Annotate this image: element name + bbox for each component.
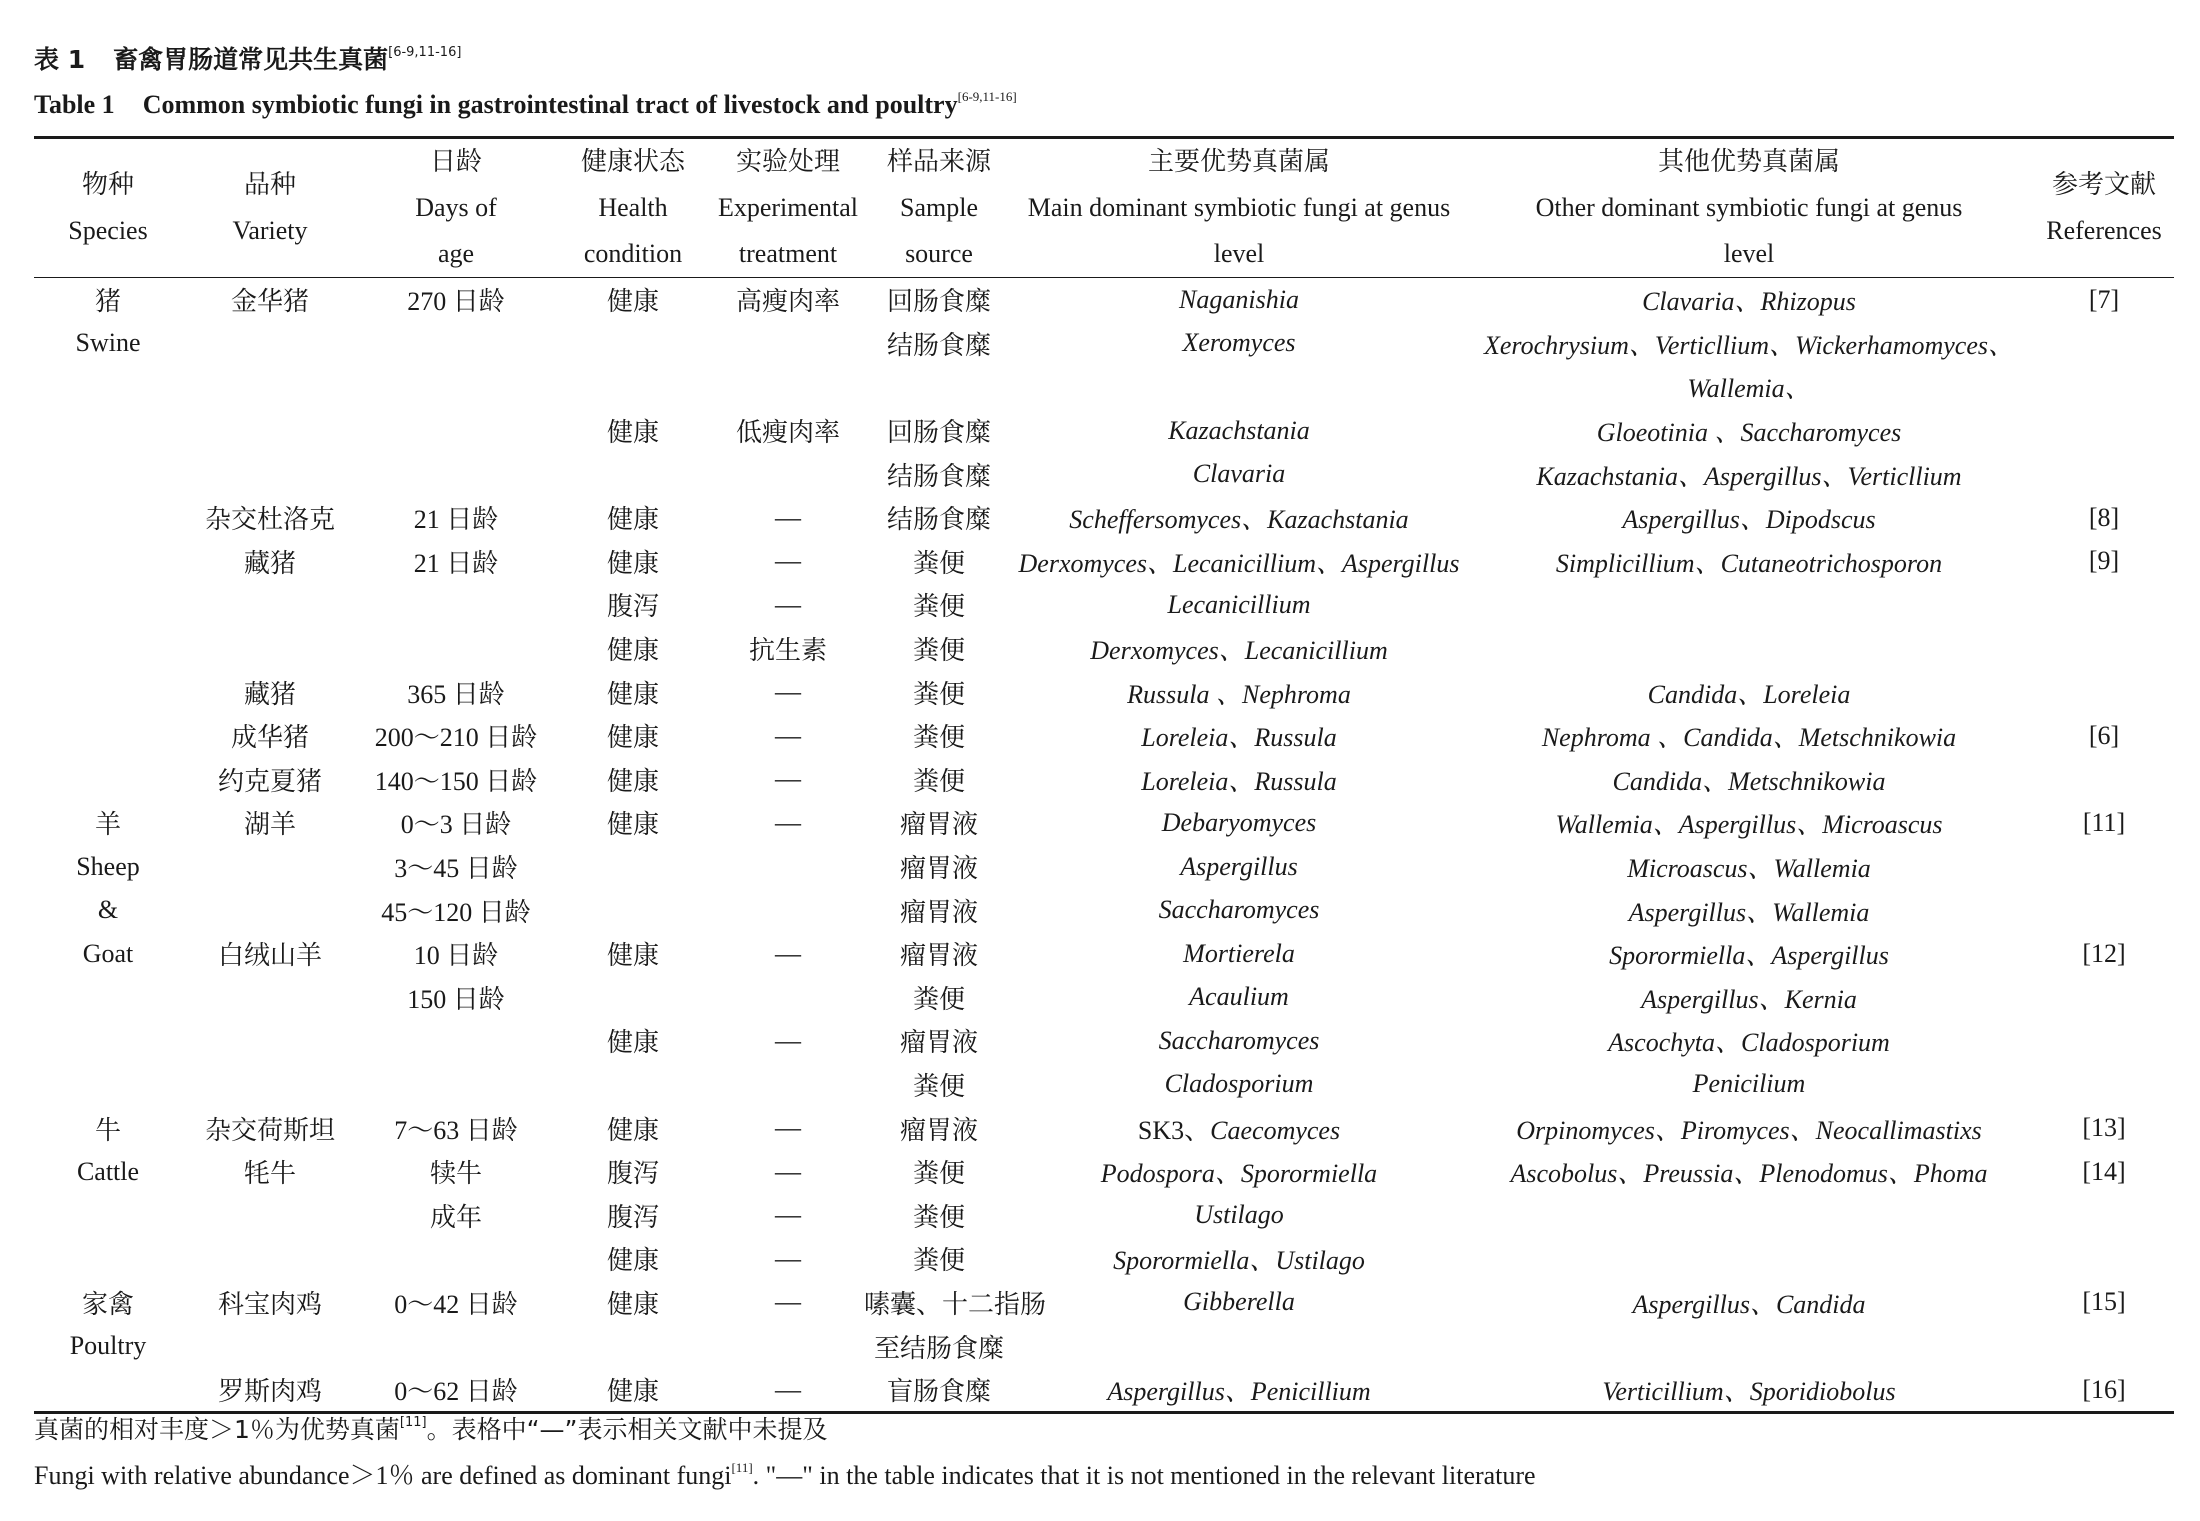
cell-species: 家禽: [81, 1289, 134, 1319]
table-row: [34, 932, 2174, 976]
table-row: [34, 758, 2174, 802]
cell-species: 猪: [94, 287, 121, 317]
cell-health: [554, 888, 712, 932]
col-header-main-fungi: 主要优势真菌属 Main dominant symbiotic fungi at genus level: [1014, 138, 1464, 278]
cell-source: 粪便: [912, 548, 965, 578]
cell-age: 140～150 日龄: [374, 766, 538, 796]
cell-treatment: —: [775, 1200, 801, 1230]
cell-main-fungi: [1014, 365, 1464, 409]
cell-age: 10 日龄: [413, 941, 499, 971]
cell-species: Cattle: [76, 1156, 140, 1186]
col-header-source: 样品来源 Sample source: [864, 138, 1014, 278]
cell-species: [34, 1019, 182, 1063]
cell-other-fungi: Microascus、Wallemia: [1627, 854, 1871, 884]
cell-reference: [6]: [2088, 720, 2120, 750]
cell-other-fungi: [1464, 1237, 2034, 1281]
cell-other-fungi: [1464, 583, 2034, 627]
cell-variety: 科宝肉鸡: [217, 1289, 322, 1319]
cell-source: 粪便: [912, 592, 965, 622]
table-row: [34, 496, 2174, 540]
cell-variety: [182, 1019, 358, 1063]
cell-other-fungi: Ascobolus、Preussia、Plenodomus、Phoma: [1510, 1159, 1988, 1189]
cell-species: 羊: [94, 810, 121, 840]
cell-variety: 藏猪: [243, 548, 296, 578]
table-header-row: [34, 138, 2174, 278]
cell-species: [34, 1237, 182, 1281]
cell-health: 健康: [606, 1115, 659, 1145]
cell-variety: [182, 409, 358, 453]
cell-health: [554, 1063, 712, 1107]
cell-health: 健康: [606, 679, 659, 709]
cell-source: 嗉囊、十二指肠: [864, 1289, 1047, 1319]
table-label-cn: 表 1: [34, 45, 86, 74]
cell-source: 粪便: [912, 723, 965, 753]
cell-species: [34, 1368, 182, 1413]
cell-reference: [13]: [2082, 1113, 2126, 1143]
cell-health: [554, 845, 712, 889]
cell-source: 粪便: [912, 636, 965, 666]
cell-reference: [2034, 1237, 2174, 1281]
cell-health: 健康: [606, 1028, 659, 1058]
cell-species: Poultry: [69, 1331, 147, 1361]
table-row: [34, 670, 2174, 714]
cell-reference: [7]: [2088, 284, 2120, 314]
cell-reference: [2034, 888, 2174, 932]
cell-species: [34, 452, 182, 496]
cell-source: 粪便: [912, 1246, 965, 1276]
cell-health: 健康: [606, 1289, 659, 1319]
cell-other-fungi: Sporormiella、Aspergillus: [1609, 941, 1889, 971]
table-row: [34, 1063, 2174, 1107]
cell-reference: [2034, 452, 2174, 496]
cell-health: 健康: [606, 941, 659, 971]
cell-variety: 成华猪: [230, 723, 309, 753]
cell-main-fungi: Derxomyces、Lecanicillium、Aspergillus: [1018, 548, 1460, 578]
table-row: [34, 1019, 2174, 1063]
cell-age: [358, 1324, 554, 1368]
cell-other-fungi: Penicilium: [1692, 1069, 1806, 1099]
cell-variety: [182, 322, 358, 366]
cell-source: [864, 365, 1014, 409]
table-row: [34, 409, 2174, 453]
cell-main-fungi: Aspergillus、Penicillium: [1014, 1368, 1464, 1413]
col-header-species: 物种 Species: [34, 138, 182, 278]
cell-other-fungi: Kazachstania、Aspergillus、Verticllium: [1536, 461, 1962, 491]
col-header-treatment: 实验处理 Experimental treatment: [712, 138, 864, 278]
cell-source: 瘤胃液: [899, 854, 978, 884]
table-row: [34, 365, 2174, 409]
table-row: [34, 1368, 2174, 1413]
cell-age: 0～42 日龄: [394, 1289, 518, 1319]
cell-species: [34, 365, 182, 409]
cell-health: 健康: [554, 1368, 712, 1413]
table-row: [34, 627, 2174, 671]
table-row: [34, 322, 2174, 366]
genus-name: Caecomyces: [1210, 1115, 1341, 1145]
cell-other-fungi: Clavaria、Rhizopus: [1642, 287, 1856, 317]
cell-treatment: —: [775, 1243, 801, 1273]
cell-source: 结肠食糜: [886, 330, 991, 360]
cell-age: [358, 1063, 554, 1107]
cell-main-fungi: Kazachstania: [1168, 415, 1310, 445]
cell-treatment: —: [775, 1025, 801, 1055]
cell-reference: [2034, 1063, 2174, 1107]
table-caption-cn: [34, 40, 461, 76]
cell-other-fungi: Orpinomyces、Piromyces、Neocallimastixs: [1516, 1115, 1982, 1145]
cell-age: [358, 452, 554, 496]
cell-age: 365 日龄: [407, 679, 505, 709]
cell-health: 健康: [606, 548, 659, 578]
cell-main-fungi: Cladosporium: [1164, 1069, 1314, 1099]
cell-variety: [182, 1193, 358, 1237]
table-title-cn-ref: [6-9,11-16]: [388, 45, 462, 60]
cell-treatment: 抗生素: [748, 636, 827, 666]
cell-age: 3～45 日龄: [394, 854, 518, 884]
cell-reference: [16]: [2034, 1368, 2174, 1413]
cell-reference: [2034, 1019, 2174, 1063]
cell-variety: [182, 1237, 358, 1281]
cell-treatment: —: [775, 1287, 801, 1317]
cell-age: 270 日龄: [407, 287, 505, 317]
cell-health: [554, 322, 712, 366]
cell-variety: [182, 845, 358, 889]
cell-source: 瘤胃液: [899, 897, 978, 927]
cell-reference: [12]: [2082, 938, 2126, 968]
cell-health: 健康: [606, 1246, 659, 1276]
cell-main-fungi: Acaulium: [1189, 982, 1289, 1012]
table-title-en: Common symbiotic fungi in gastrointestinal tract of livestock and poultry: [142, 90, 958, 119]
cell-source: 瘤胃液: [899, 1028, 978, 1058]
cell-main-fungi: [1014, 1324, 1464, 1368]
cell-age: 150 日龄: [407, 984, 505, 1014]
cell-treatment: 高瘦肉率: [735, 287, 840, 317]
cell-main-fungi: Mortierela: [1183, 938, 1295, 968]
cell-treatment: —: [775, 1113, 801, 1143]
cell-age: 成年: [429, 1202, 482, 1232]
footnote-en-ref: [11]: [731, 1460, 753, 1475]
cell-health: [554, 1324, 712, 1368]
cell-source: 瘤胃液: [899, 810, 978, 840]
cell-source: 回肠食糜: [886, 287, 991, 317]
table-title-en-ref: [6-9,11-16]: [957, 89, 1017, 104]
cell-treatment: [712, 1063, 864, 1107]
cell-health: 腹泻: [606, 592, 659, 622]
cell-main-fungi: Podospora、Sporormiella: [1100, 1159, 1378, 1189]
cell-age: 45～120 日龄: [381, 897, 531, 927]
cell-species: Swine: [75, 328, 141, 358]
cell-reference: [2034, 1324, 2174, 1368]
cell-source: 回肠食糜: [886, 418, 991, 448]
cell-species: Sheep: [76, 851, 140, 881]
cell-variety: 藏猪: [243, 679, 296, 709]
cell-treatment: —: [775, 807, 801, 837]
cell-source: 粪便: [912, 679, 965, 709]
cell-reference: [2034, 670, 2174, 714]
cell-age: [358, 1237, 554, 1281]
cell-species: Goat: [82, 938, 134, 968]
cell-source: 结肠食糜: [886, 505, 991, 535]
table-row: [34, 1193, 2174, 1237]
table-row: [34, 1150, 2174, 1194]
cell-treatment: [712, 976, 864, 1020]
table-row: [34, 452, 2174, 496]
cell-main-fungi: SK3、Caecomyces: [1137, 1115, 1341, 1145]
cell-other-fungi: Wallemia、Aspergillus、Microascus: [1555, 810, 1943, 840]
cell-other-fungi: [1464, 1193, 2034, 1237]
cell-health: [554, 365, 712, 409]
table-row: [34, 801, 2174, 845]
cell-age: 7～63 日龄: [394, 1115, 518, 1145]
table-caption-en: [34, 90, 1017, 120]
cell-variety: 罗斯肉鸡: [182, 1368, 358, 1413]
cell-treatment: —: [712, 1368, 864, 1413]
cell-source: 粪便: [912, 766, 965, 796]
cell-source: 盲肠食糜: [864, 1368, 1014, 1413]
cell-treatment: —: [775, 589, 801, 619]
cell-other-fungi: Xerochrysium、Verticllium、Wickerhamomyces、: [1484, 330, 2014, 360]
cell-reference: [15]: [2082, 1287, 2126, 1317]
cell-age: 0～3 日龄: [400, 810, 512, 840]
cell-species: [34, 670, 182, 714]
cell-treatment: [712, 322, 864, 366]
cell-reference: [2034, 365, 2174, 409]
table-row: [34, 845, 2174, 889]
table-row: [34, 1281, 2174, 1325]
cell-main-fungi: Russula 、Nephroma: [1127, 679, 1351, 709]
cell-treatment: —: [775, 546, 801, 576]
table-label-en: Table 1: [34, 90, 115, 119]
cell-age: 0～62 日龄: [358, 1368, 554, 1413]
col-header-other-fungi: 其他优势真菌属 Other dominant symbiotic fungi at genus level: [1464, 138, 2034, 278]
cell-health: [554, 976, 712, 1020]
cell-other-fungi: Candida、Metschnikowia: [1612, 766, 1886, 796]
cell-health: 健康: [606, 287, 659, 317]
table-body: [34, 278, 2174, 1413]
cell-health: 健康: [606, 766, 659, 796]
cell-variety: 杂交杜洛克: [204, 505, 335, 535]
cell-variety: 约克夏猪: [217, 766, 322, 796]
footnote-cn-ref: [11]: [399, 1415, 427, 1430]
cell-reference: [2034, 1193, 2174, 1237]
cell-variety: 牦牛: [243, 1159, 296, 1189]
cell-source: 至结肠食糜: [873, 1333, 1004, 1363]
cell-main-fungi: Clavaria: [1192, 459, 1286, 489]
cell-variety: [182, 583, 358, 627]
cell-reference: [2034, 583, 2174, 627]
cell-main-fungi: Aspergillus: [1180, 851, 1298, 881]
col-header-health: 健康状态 Health condition: [554, 138, 712, 278]
cell-variety: 杂交荷斯坦: [204, 1115, 335, 1145]
cell-treatment: [712, 365, 864, 409]
cell-other-fungi: Aspergillus、Wallemia: [1628, 897, 1870, 927]
col-header-references: 参考文献 References: [2034, 138, 2174, 278]
cell-reference: [2034, 845, 2174, 889]
col-header-age: 日龄 Days of age: [358, 138, 554, 278]
cell-main-fungi: Lecanicillium: [1167, 589, 1311, 619]
table-row: [34, 976, 2174, 1020]
cell-age: 21 日龄: [413, 505, 499, 535]
cell-health: [554, 452, 712, 496]
cell-treatment: [712, 1324, 864, 1368]
table-row: [34, 583, 2174, 627]
fungi-table: [34, 136, 2174, 1414]
cell-treatment: —: [775, 720, 801, 750]
cell-age: [358, 409, 554, 453]
cell-source: 瘤胃液: [899, 1115, 978, 1145]
cell-source: 粪便: [912, 1071, 965, 1101]
table-row: [34, 714, 2174, 758]
table-row: [34, 888, 2174, 932]
cell-main-fungi: Gibberella: [1183, 1287, 1295, 1317]
cell-age: 21 日龄: [413, 548, 499, 578]
cell-treatment: —: [775, 502, 801, 532]
cell-main-fungi: Ustilago: [1194, 1200, 1284, 1230]
cell-other-fungi: Aspergillus、Candida: [1632, 1289, 1866, 1319]
cell-treatment: —: [775, 764, 801, 794]
cell-age: [358, 365, 554, 409]
cell-variety: [182, 452, 358, 496]
footnote-cn: 真菌的相对丰度＞1％为优势真菌[11]。表格中“—”表示相关文献中未提及: [34, 1415, 828, 1444]
cell-main-fungi: Sporormiella、Ustilago: [1113, 1246, 1365, 1276]
cell-reference: [2034, 758, 2174, 802]
cell-health: 健康: [606, 636, 659, 666]
cell-other-fungi: Nephroma 、Candida、Metschnikowia: [1541, 723, 1957, 753]
cell-variety: [182, 627, 358, 671]
cell-treatment: —: [775, 1156, 801, 1186]
cell-other-fungi: Aspergillus、Kernia: [1641, 984, 1857, 1014]
cell-source: 粪便: [912, 984, 965, 1014]
cell-other-fungi: Simplicillium、Cutaneotrichosporon: [1555, 548, 1943, 578]
cell-species: [34, 409, 182, 453]
table-row: [34, 1106, 2174, 1150]
cell-age: [358, 583, 554, 627]
cell-health: 健康: [606, 723, 659, 753]
cell-health: 健康: [606, 810, 659, 840]
cell-reference: [9]: [2088, 546, 2120, 576]
cell-main-fungi: Debaryomyces: [1161, 807, 1317, 837]
cell-health: 腹泻: [606, 1159, 659, 1189]
cell-variety: 金华猪: [230, 287, 309, 317]
cell-main-fungi: Naganishia: [1179, 284, 1299, 314]
cell-treatment: 低瘦肉率: [735, 418, 840, 448]
table-row: [34, 278, 2174, 322]
table-row: [34, 1324, 2174, 1368]
cell-treatment: —: [775, 677, 801, 707]
cell-reference: [2034, 976, 2174, 1020]
cell-species: [34, 1063, 182, 1107]
cell-variety: [182, 888, 358, 932]
cell-species: [34, 583, 182, 627]
cell-age: [358, 322, 554, 366]
cell-health: 腹泻: [606, 1202, 659, 1232]
cell-species: [34, 1193, 182, 1237]
cell-health: 健康: [606, 505, 659, 535]
cell-variety: [182, 1063, 358, 1107]
cell-reference: [14]: [2082, 1156, 2126, 1186]
cell-species: &: [97, 895, 119, 925]
cell-main-fungi: Saccharomyces: [1158, 895, 1320, 925]
cell-main-fungi: Loreleia、Russula: [1141, 723, 1337, 753]
cell-species: [34, 758, 182, 802]
table-row: [34, 540, 2174, 584]
cell-age: [358, 627, 554, 671]
cell-reference: [2034, 322, 2174, 366]
cell-other-fungi: Ascochyta、Cladosporium: [1608, 1028, 1890, 1058]
cell-other-fungi: [1464, 627, 2034, 671]
cell-source: 结肠食糜: [886, 461, 991, 491]
cell-species: 牛: [94, 1115, 121, 1145]
cell-main-fungi: Xeromyces: [1182, 328, 1296, 358]
cell-reference: [2034, 627, 2174, 671]
table-title-cn: 畜禽胃肠道常见共生真菌: [113, 45, 389, 74]
cell-species: [34, 496, 182, 540]
cell-treatment: [712, 845, 864, 889]
cell-other-fungi: Aspergillus、Dipodscus: [1622, 505, 1876, 535]
cell-other-fungi: Verticillium、Sporidiobolus: [1464, 1368, 2034, 1413]
cell-health: 健康: [606, 418, 659, 448]
cell-variety: [182, 365, 358, 409]
cell-main-fungi: Scheffersomyces、Kazachstania: [1069, 505, 1409, 535]
cell-variety: 湖羊: [243, 810, 296, 840]
cell-species: [34, 976, 182, 1020]
cell-variety: 白绒山羊: [217, 941, 322, 971]
cell-reference: [8]: [2088, 502, 2120, 532]
footnote-en: Fungi with relative abundance＞1％ are defined as dominant fungi[11]. "—" in the table indicates that it is not mentioned in the relevant literature: [34, 1460, 1536, 1490]
cell-species: [34, 540, 182, 584]
cell-source: 粪便: [912, 1202, 965, 1232]
cell-other-fungi: Wallemia、: [1687, 374, 1811, 404]
cell-main-fungi: Derxomyces、Lecanicillium: [1090, 636, 1388, 666]
cell-main-fungi: Saccharomyces: [1158, 1025, 1320, 1055]
cell-reference: [11]: [2082, 807, 2126, 837]
cell-source: 粪便: [912, 1159, 965, 1189]
cell-treatment: —: [775, 938, 801, 968]
cell-main-fungi: Loreleia、Russula: [1141, 766, 1337, 796]
cell-age: 犊牛: [429, 1159, 482, 1189]
cell-age: [358, 1019, 554, 1063]
cell-species: [34, 627, 182, 671]
cell-other-fungi: [1464, 1324, 2034, 1368]
cell-other-fungi: Candida、Loreleia: [1647, 679, 1851, 709]
col-header-variety: 品种 Variety: [182, 138, 358, 278]
cell-treatment: [712, 888, 864, 932]
cell-age: 200～210 日龄: [374, 723, 538, 753]
table-row: [34, 1237, 2174, 1281]
cell-source: 瘤胃液: [899, 941, 978, 971]
cell-variety: [182, 976, 358, 1020]
cell-species: [34, 714, 182, 758]
cell-other-fungi: Gloeotinia 、Saccharomyces: [1596, 418, 1902, 448]
cell-variety: [182, 1324, 358, 1368]
cell-treatment: [712, 452, 864, 496]
cell-reference: [2034, 409, 2174, 453]
